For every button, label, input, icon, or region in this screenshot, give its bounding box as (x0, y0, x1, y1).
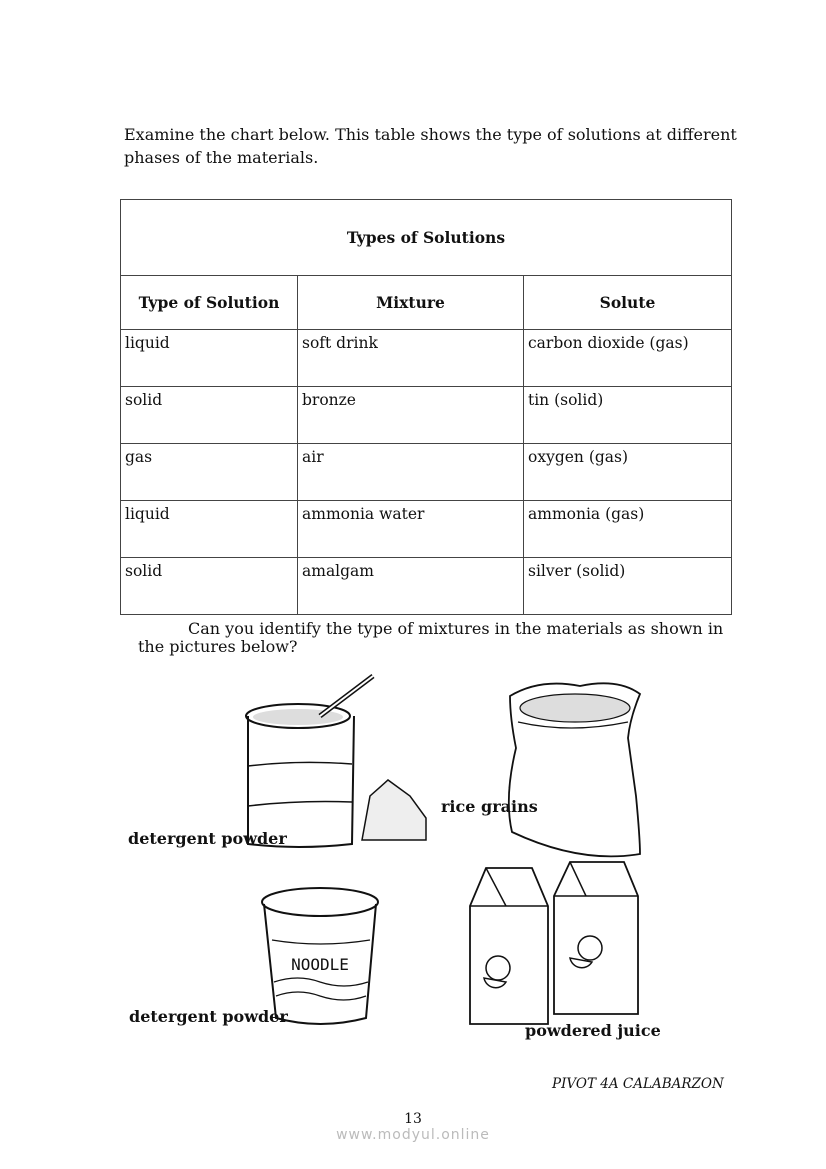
cell-mixture: ammonia water (298, 501, 524, 558)
watermark: www.modyul.online (336, 1127, 490, 1143)
solutions-table (120, 199, 732, 615)
cell-mixture: air (298, 444, 524, 501)
cell-type: solid (121, 387, 298, 444)
table-row (121, 444, 732, 501)
header-mixture: Mixture (298, 276, 524, 330)
cell-solute: oxygen (gas) (524, 444, 732, 501)
cell-mixture: amalgam (298, 558, 524, 615)
question-text: Can you identify the type of mixtures in the materials as shown in the pictures below? (138, 619, 724, 656)
table-caption: Types of Solutions (121, 200, 732, 276)
juice-cartons-drawing (466, 858, 646, 1030)
cell-mixture: soft drink (298, 330, 524, 387)
cell-type: liquid (121, 501, 298, 558)
cell-type: gas (121, 444, 298, 501)
table-row (121, 558, 732, 615)
cell-type: liquid (121, 330, 298, 387)
page-number: 13 (404, 1111, 422, 1127)
table-row (121, 501, 732, 558)
noodle-cup-text: NOODLE (291, 955, 349, 974)
label-powdered-juice: powdered juice (525, 1021, 661, 1040)
cell-solute: ammonia (gas) (524, 501, 732, 558)
cell-solute: tin (solid) (524, 387, 732, 444)
footer-text: PIVOT 4A CALABARZON (552, 1076, 724, 1092)
header-solute: Solute (524, 276, 732, 330)
detergent-container-drawing (240, 668, 440, 853)
table-row (121, 387, 732, 444)
header-type: Type of Solution (121, 276, 298, 330)
cell-type: solid (121, 558, 298, 615)
rice-sack-drawing (500, 678, 660, 863)
cell-mixture: bronze (298, 387, 524, 444)
cell-solute: silver (solid) (524, 558, 732, 615)
label-rice-grains: rice grains (441, 797, 538, 816)
label-detergent: detergent powder (128, 829, 287, 848)
cell-solute: carbon dioxide (gas) (524, 330, 732, 387)
label-noodle: detergent powder (129, 1007, 288, 1026)
intro-paragraph: Examine the chart below. This table shows the type of solutions at different phases of the materials. (124, 125, 737, 167)
table-row (121, 330, 732, 387)
